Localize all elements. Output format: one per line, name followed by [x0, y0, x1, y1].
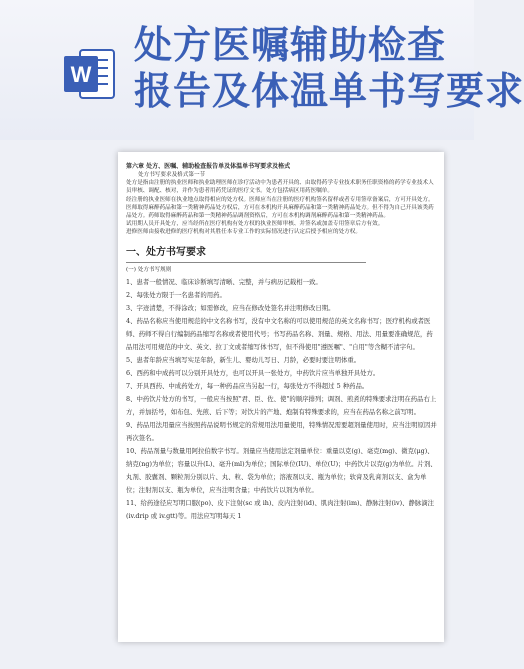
list-item: 1、患者一般情况、临床诊断填写清晰、完整，并与病历记载相一致。 [126, 277, 322, 286]
paragraph: 试用期人员开具处方，应当经所在医疗机构有处方权的执业医师审核、并签名或加盖专用签章后方有效。 [126, 221, 384, 228]
divider [126, 262, 366, 263]
list-item: 3、字迹清楚，不得涂改；如需修改，应当在修改处签名并注明修改日期。 [126, 303, 335, 312]
paragraph: 进修医师由接收进修的医疗机构对其胜任本专业工作的实际情况进行认定后授予相应的处方权。 [126, 229, 361, 236]
list-item: 7、开具西药、中成药处方，每一种药品应当另起一行，每张处方不得超过 5 种药品。 [126, 381, 369, 390]
list-item: 9、药品用法用量应当按照药品说明书规定的常规用法用量使用，特殊情况需要超剂量使用时，应当注明原因并再次签名。 [126, 420, 437, 442]
subsection-heading: 处方书写要求及格式第一节 [138, 172, 206, 178]
paragraph: 处方是指由注册的执业医师和执业助理医师在诊疗活动中为患者开具的、由取得药学专业技术职务任职资格的药学专业技术人员审核、调配、核对，并作为患者用药凭证的医疗文书。处方包括病区用药医嘱单。 [126, 180, 434, 195]
paragraph: 经注册的执业医师在执业地点取得相应的处方权。医师应当在注册的医疗机构签名留样或者专用签章备案后，方可开具处方。医师取得麻醉药品和第一类精神药品处方权后，方可在本机构开具麻醉药品和第一类精神药品处方。但不得为自己开具该类药品处方。药师取得麻醉药品和第一类精神药品调剂资格后，方可在本机构调剂麻醉药品和第一类精神药品。 [126, 196, 434, 220]
list-item: 2、每张处方限于一名患者的用药。 [126, 290, 226, 299]
svg-text:W: W [70, 62, 92, 87]
list-item: 6、西药和中成药可以分别开具处方，也可以开具一张处方，中药饮片应当单独开具处方。 [126, 368, 380, 377]
document-page [118, 152, 444, 642]
page-title [134, 22, 524, 114]
list-item: 10、药品剂量与数量用阿拉伯数字书写。剂量应当使用法定剂量单位：重量以克(g)、毫克(mg)、微克(μg)、纳克(ng)为单位；容量以升(L)、毫升(ml)为单位；国际单位(IU)、单位(U)；中药饮片以克(g)为单位。片剂、丸剂、胶囊剂、颗粒剂分别以片、丸、粒、袋为单位；溶液剂以支、瓶为单位；软膏及乳膏剂以支、盒为单位；注射剂以支、瓶为单位，应当注明含量；中药饮片以剂为单位。 [126, 446, 437, 494]
title-line-2: 报告及体温单书写要求 [134, 69, 524, 113]
list-item: 4、药品名称应当使用规范的中文名称书写，没有中文名称的可以使用规范的英文名称书写；医疗机构或者医师、药师不得自行编制药品缩写名称或者使用代号；书写药品名称、剂量、规格、用法、用量要准确规范，药品用法可用规范的中文、英文、拉丁文或者缩写体书写，但不得使用"遵医嘱"、"自用"等含糊不清字句。 [126, 316, 433, 351]
list-item: 11、给药途径应写明口服(po)、皮下注射(sc 或 ih)、皮内注射(id)、肌肉注射(im)、静脉注射(iv)、静脉滴注(iv.drip 或 iv.gtt)等。用法应写明每天 1 [126, 498, 435, 520]
document-body [126, 162, 438, 523]
list-item: 5、患者年龄应当填写实足年龄，新生儿、婴幼儿写日、月龄，必要时要注明体重。 [126, 355, 361, 364]
title-line-1: 处方医嘱辅助检查 [134, 23, 447, 67]
list-item: 8、中药饮片处方的书写，一般应当按照"君、臣、佐、使"的顺序排列；调剂、煎煮的特殊要求注明在药品右上方，并加括号，如布包、先煎、后下等；对饮片的产地、炮制有特殊要求的，应当在药品名称之前写明。 [126, 394, 437, 416]
word-icon [62, 44, 118, 104]
section-label: (一) 处方书写规则 [126, 266, 172, 273]
section-heading: 一、处方书写要求 [126, 246, 206, 258]
chapter-heading: 第六章 处方、医嘱、辅助检查报告单及体温单书写要求及格式 [126, 163, 291, 170]
